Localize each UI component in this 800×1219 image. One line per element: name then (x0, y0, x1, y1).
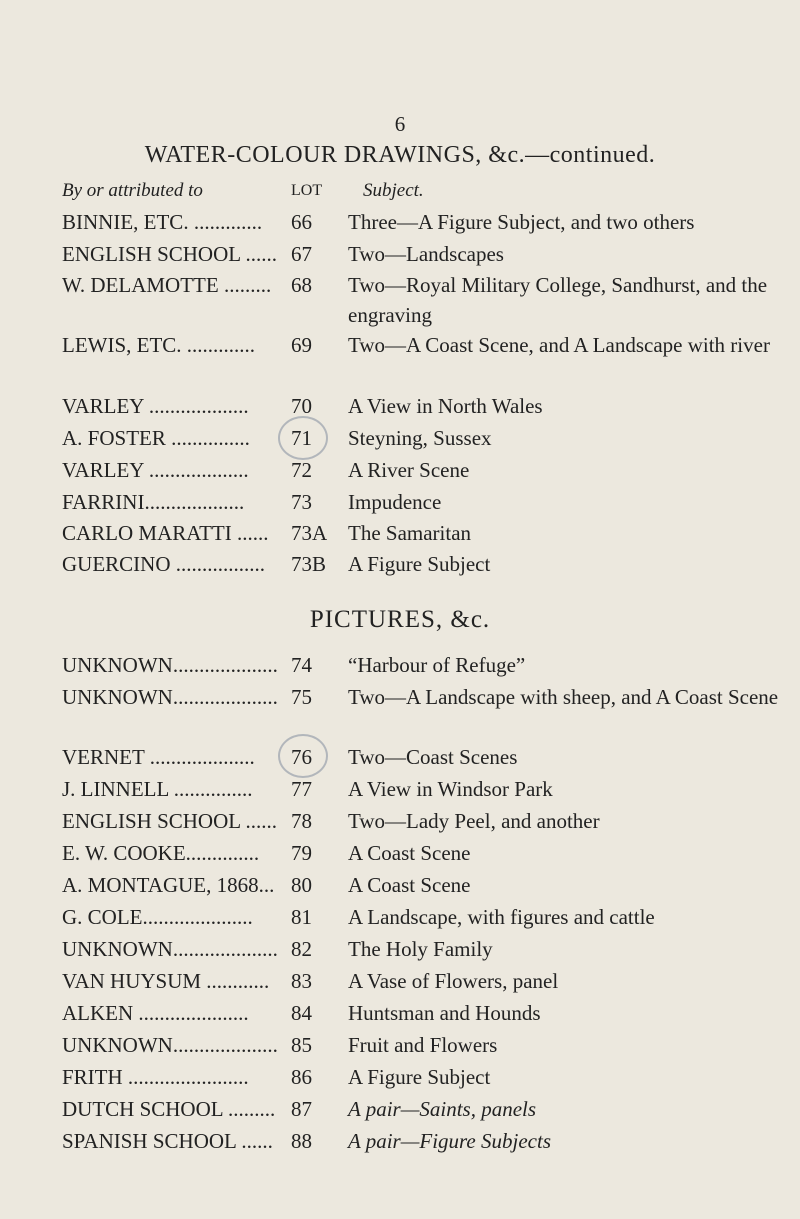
artist-name: ALKEN ..................... (62, 1001, 249, 1025)
lot-number: 74 (291, 653, 312, 677)
lot-number: 84 (291, 1001, 312, 1025)
artist-name: UNKNOWN.................... (62, 685, 278, 709)
lot-subject: Two—Landscapes (348, 242, 504, 266)
lot-subject: A Vase of Flowers, panel (348, 969, 559, 993)
lot-number: 66 (291, 210, 312, 234)
artist-name: UNKNOWN.................... (62, 937, 278, 961)
lot-subject: “Harbour of Refuge” (348, 653, 526, 677)
lot-number: 78 (291, 809, 312, 833)
lot-subject: Two—Coast Scenes (348, 745, 518, 769)
ink-stamp-mark (278, 416, 328, 460)
artist-name: J. LINNELL ............... (62, 777, 253, 801)
ink-stamp-mark (278, 734, 328, 778)
lot-subject: A Figure Subject (348, 1065, 491, 1089)
header-attribution: By or attributed to (62, 180, 203, 201)
lot-subject: Fruit and Flowers (348, 1033, 498, 1057)
lot-number: 72 (291, 458, 312, 482)
lot-subject: Steyning, Sussex (348, 426, 492, 450)
artist-name: SPANISH SCHOOL ...... (62, 1129, 273, 1153)
lot-number: 68 (291, 273, 312, 297)
artist-name: ENGLISH SCHOOL ...... (62, 242, 278, 266)
artist-name: LEWIS, ETC. ............. (62, 333, 256, 357)
artist-name: UNKNOWN.................... (62, 653, 278, 677)
lot-subject: A pair—Figure Subjects (348, 1129, 551, 1153)
lot-subject: Two—A Landscape with sheep, and A Coast Scene (348, 685, 779, 709)
artist-name: VARLEY ................... (62, 458, 249, 482)
lot-subject: A pair—Saints, panels (348, 1097, 537, 1121)
artist-name: FRITH ....................... (62, 1065, 249, 1089)
artist-name: W. DELAMOTTE ......... (62, 273, 272, 297)
artist-name: CARLO MARATTI ...... (62, 521, 269, 545)
artist-name: BINNIE, ETC. ............. (62, 210, 263, 234)
artist-name: GUERCINO ................. (62, 552, 265, 576)
artist-name: UNKNOWN.................... (62, 1033, 278, 1057)
lot-number: 88 (291, 1129, 312, 1153)
lot-subject: A View in Windsor Park (348, 777, 553, 801)
lot-subject: Three—A Figure Subject, and two others (348, 210, 695, 234)
lot-number: 73 (291, 490, 312, 514)
lot-number: 76 (291, 745, 312, 769)
lot-number: 80 (291, 873, 312, 897)
lot-subject: Two—Lady Peel, and another (348, 809, 600, 833)
lot-subject: The Holy Family (348, 937, 493, 961)
lot-number: 81 (291, 905, 312, 929)
lot-number: 85 (291, 1033, 312, 1057)
lot-subject: The Samaritan (348, 521, 472, 545)
lot-subject: A Coast Scene (348, 873, 471, 897)
artist-name: E. W. COOKE.............. (62, 841, 260, 865)
lot-number: 73B (291, 552, 327, 576)
watercolour-section-title: WATER-COLOUR DRAWINGS, &c.—continued. (144, 142, 656, 168)
artist-name: VERNET .................... (62, 745, 255, 769)
lot-subject: Impudence (348, 490, 442, 514)
lot-number: 69 (291, 333, 312, 357)
lot-number: 71 (291, 426, 312, 450)
artist-name: A. MONTAGUE, 1868... (62, 873, 275, 897)
lot-subject: Two—Royal Military College, Sandhurst, and the engraving (348, 273, 768, 327)
lot-number: 67 (291, 242, 312, 266)
lot-number: 87 (291, 1097, 312, 1121)
artist-name: VARLEY ................... (62, 394, 249, 418)
artist-name: VAN HUYSUM ............ (62, 969, 270, 993)
lot-subject: A Coast Scene (348, 841, 471, 865)
pictures-section-title: PICTURES, &c. (309, 606, 491, 633)
header-subject: Subject. (363, 180, 424, 201)
lot-number: 82 (291, 937, 312, 961)
lot-subject: Two—A Coast Scene, and A Landscape with river (348, 333, 770, 357)
artist-name: FARRINI................... (62, 490, 245, 514)
lot-number: 83 (291, 969, 312, 993)
lot-number: 86 (291, 1065, 312, 1089)
lot-subject: A View in North Wales (348, 394, 543, 418)
artist-name: A. FOSTER ............... (62, 426, 250, 450)
lot-subject: Huntsman and Hounds (348, 1001, 541, 1025)
lot-number: 79 (291, 841, 312, 865)
lot-number: 77 (291, 777, 312, 801)
lot-subject: A Figure Subject (348, 552, 491, 576)
artist-name: ENGLISH SCHOOL ...... (62, 809, 278, 833)
page-number: 6 (394, 112, 406, 136)
artist-name: DUTCH SCHOOL ......... (62, 1097, 276, 1121)
artist-name: G. COLE..................... (62, 905, 253, 929)
lot-subject: A Landscape, with figures and cattle (348, 905, 655, 929)
lot-subject: A River Scene (348, 458, 470, 482)
lot-number: 70 (291, 394, 312, 418)
lot-number: 75 (291, 685, 312, 709)
header-lot: LOT (291, 182, 323, 199)
lot-number: 73A (291, 521, 328, 545)
